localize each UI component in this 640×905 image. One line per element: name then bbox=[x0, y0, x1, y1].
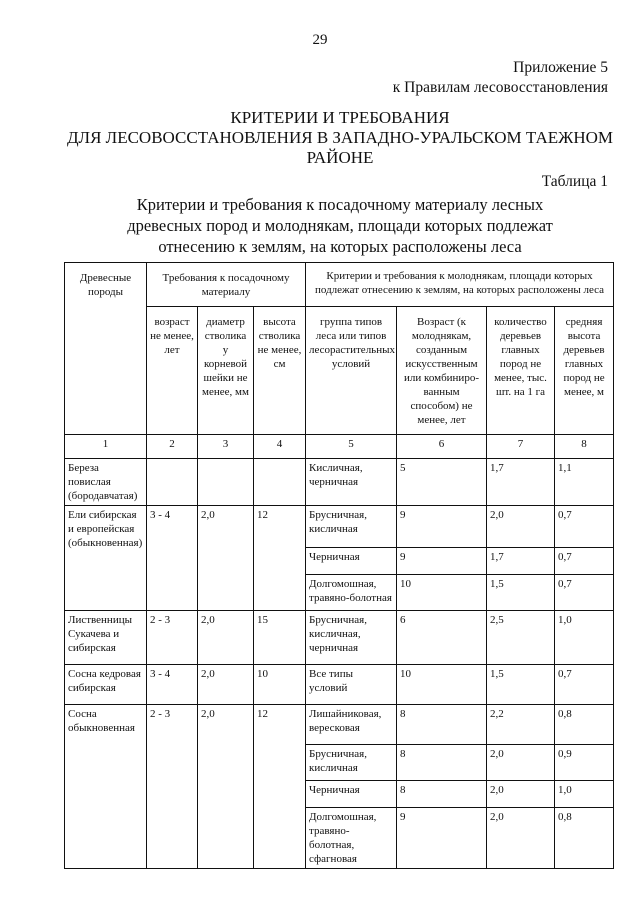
forest-type-cell: Долгомошная, травяно-болотная bbox=[306, 575, 397, 611]
tree-count-cell: 1,7 bbox=[487, 548, 555, 575]
table-caption bbox=[40, 194, 640, 257]
stand-age-cell: 10 bbox=[397, 575, 487, 611]
column-number: 2 bbox=[147, 435, 198, 459]
table-row bbox=[65, 459, 614, 506]
stand-age-cell: 6 bbox=[397, 611, 487, 665]
appendix-line-1: Приложение 5 bbox=[513, 59, 608, 76]
seedling-diameter-cell: 2,0 bbox=[198, 506, 254, 611]
stand-age-cell: 8 bbox=[397, 745, 487, 781]
header-stand-age: Возраст (к молоднякам, созданным искусственным или комбиниро-ванным способом) не менее, лет bbox=[397, 307, 487, 435]
header-forest-type: группа типов леса или типов лесорастительных условий bbox=[306, 307, 397, 435]
table-body bbox=[65, 263, 614, 869]
seedling-height-cell: 15 bbox=[254, 611, 306, 665]
column-number: 1 bbox=[65, 435, 147, 459]
forest-type-cell: Все типы условий bbox=[306, 665, 397, 705]
appendix-note bbox=[393, 58, 608, 98]
table-label: Таблица 1 bbox=[541, 173, 608, 190]
mean-height-cell: 0,9 bbox=[555, 745, 614, 781]
tree-count-cell: 2,0 bbox=[487, 745, 555, 781]
mean-height-cell: 0,7 bbox=[555, 575, 614, 611]
document-title bbox=[40, 108, 640, 168]
species-name-cell: Сосна обыкновенная bbox=[65, 705, 147, 869]
column-number: 6 bbox=[397, 435, 487, 459]
table-row bbox=[65, 665, 614, 705]
column-number: 7 bbox=[487, 435, 555, 459]
mean-height-cell: 0,7 bbox=[555, 506, 614, 548]
title-line-1: КРИТЕРИИ И ТРЕБОВАНИЯ bbox=[230, 108, 450, 127]
column-number: 4 bbox=[254, 435, 306, 459]
page-number: 29 bbox=[312, 32, 328, 48]
seedling-age-cell bbox=[147, 459, 198, 506]
appendix-line-2: к Правилам лесовосстановления bbox=[392, 79, 608, 96]
forest-type-cell: Брусничная, кисличная bbox=[306, 745, 397, 781]
mean-height-cell: 1,0 bbox=[555, 611, 614, 665]
caption-line-2: древесных пород и молоднякам, площади которых подлежат bbox=[127, 216, 553, 235]
seedling-diameter-cell bbox=[198, 459, 254, 506]
column-number: 3 bbox=[198, 435, 254, 459]
forest-type-cell: Черничная bbox=[306, 548, 397, 575]
tree-count-cell: 2,5 bbox=[487, 611, 555, 665]
tree-count-cell: 2,0 bbox=[487, 781, 555, 808]
forest-type-cell: Долгомошная, травяно-болотная, сфагновая bbox=[306, 808, 397, 869]
forest-type-cell: Лишайниковая, вересковая bbox=[306, 705, 397, 745]
header-row-top bbox=[65, 263, 614, 307]
tree-count-cell: 2,2 bbox=[487, 705, 555, 745]
tree-count-cell: 1,7 bbox=[487, 459, 555, 506]
species-name-cell: Лиственницы Сукачева и сибирская bbox=[65, 611, 147, 665]
column-number-row bbox=[65, 435, 614, 459]
header-diameter: диаметр стволика у корневой шейки не менее, мм bbox=[198, 307, 254, 435]
seedling-age-cell: 2 - 3 bbox=[147, 705, 198, 869]
header-species: Древесные породы bbox=[65, 263, 147, 435]
species-name-cell: Береза повислая (бородавчатая) bbox=[65, 459, 147, 506]
forest-type-cell: Черничная bbox=[306, 781, 397, 808]
header-planting-material: Требования к посадочному материалу bbox=[147, 263, 306, 307]
species-name-cell: Сосна кедровая сибирская bbox=[65, 665, 147, 705]
column-number: 8 bbox=[555, 435, 614, 459]
criteria-table bbox=[64, 262, 614, 869]
forest-type-cell: Брусничная, кисличная, черничная bbox=[306, 611, 397, 665]
stand-age-cell: 8 bbox=[397, 705, 487, 745]
seedling-diameter-cell: 2,0 bbox=[198, 611, 254, 665]
tree-count-cell: 2,0 bbox=[487, 506, 555, 548]
mean-height-cell: 0,7 bbox=[555, 548, 614, 575]
column-number: 5 bbox=[306, 435, 397, 459]
table-row bbox=[65, 506, 614, 548]
seedling-height-cell bbox=[254, 459, 306, 506]
tree-count-cell: 2,0 bbox=[487, 808, 555, 869]
stand-age-cell: 9 bbox=[397, 506, 487, 548]
header-height: высота стволика не менее, см bbox=[254, 307, 306, 435]
tree-count-cell: 1,5 bbox=[487, 665, 555, 705]
seedling-age-cell: 3 - 4 bbox=[147, 506, 198, 611]
header-age: возраст не менее, лет bbox=[147, 307, 198, 435]
stand-age-cell: 9 bbox=[397, 808, 487, 869]
header-tree-count: количество деревьев главных пород не менее, тыс. шт. на 1 га bbox=[487, 307, 555, 435]
table-row bbox=[65, 705, 614, 745]
seedling-height-cell: 12 bbox=[254, 705, 306, 869]
mean-height-cell: 0,7 bbox=[555, 665, 614, 705]
mean-height-cell: 1,0 bbox=[555, 781, 614, 808]
mean-height-cell: 0,8 bbox=[555, 808, 614, 869]
table-row bbox=[65, 611, 614, 665]
stand-age-cell: 8 bbox=[397, 781, 487, 808]
header-young-stands: Критерии и требования к молоднякам, площади которых подлежат отнесению к землям, на которых расположены леса bbox=[306, 263, 614, 307]
seedling-diameter-cell: 2,0 bbox=[198, 665, 254, 705]
mean-height-cell: 1,1 bbox=[555, 459, 614, 506]
stand-age-cell: 10 bbox=[397, 665, 487, 705]
stand-age-cell: 5 bbox=[397, 459, 487, 506]
species-name-cell: Ели сибирская и европейская (обыкновенная) bbox=[65, 506, 147, 611]
tree-count-cell: 1,5 bbox=[487, 575, 555, 611]
forest-type-cell: Брусничная, кисличная bbox=[306, 506, 397, 548]
header-row-sub bbox=[65, 307, 614, 435]
title-line-3: РАЙОНЕ bbox=[306, 148, 374, 167]
mean-height-cell: 0,8 bbox=[555, 705, 614, 745]
caption-line-3: отнесению к землям, на которых расположены леса bbox=[158, 237, 522, 256]
seedling-height-cell: 10 bbox=[254, 665, 306, 705]
seedling-height-cell: 12 bbox=[254, 506, 306, 611]
caption-line-1: Критерии и требования к посадочному материалу лесных bbox=[136, 195, 544, 214]
stand-age-cell: 9 bbox=[397, 548, 487, 575]
forest-type-cell: Кисличная, черничная bbox=[306, 459, 397, 506]
seedling-age-cell: 3 - 4 bbox=[147, 665, 198, 705]
seedling-age-cell: 2 - 3 bbox=[147, 611, 198, 665]
header-mean-height: средняя высота деревьев главных пород не менее, м bbox=[555, 307, 614, 435]
seedling-diameter-cell: 2,0 bbox=[198, 705, 254, 869]
title-line-2: ДЛЯ ЛЕСОВОССТАНОВЛЕНИЯ В ЗАПАДНО-УРАЛЬСКОМ ТАЕЖНОМ bbox=[66, 128, 614, 147]
